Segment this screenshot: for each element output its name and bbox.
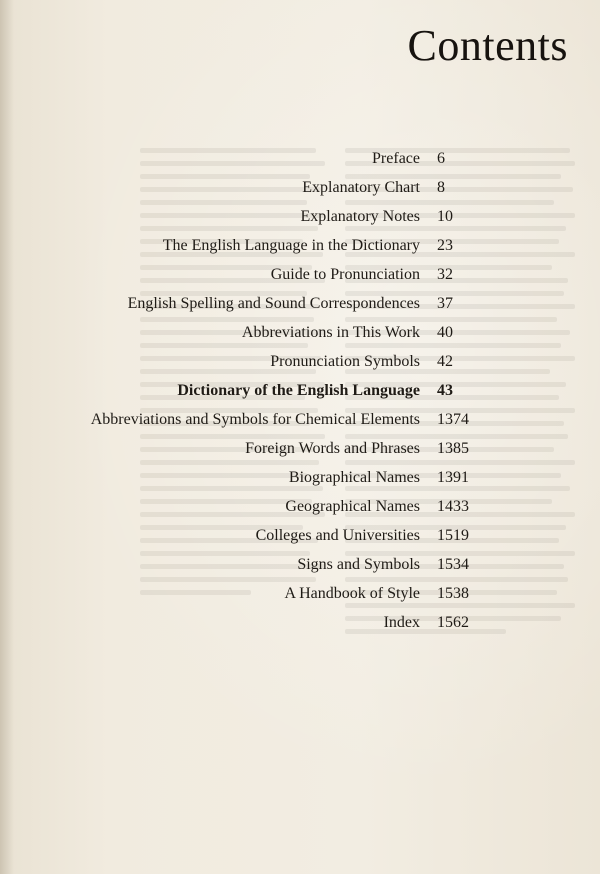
toc-entry [0,585,600,607]
toc-entry-page: 1534 [437,556,469,573]
toc-entry [0,411,600,433]
toc-entry-page: 42 [437,353,453,370]
toc-entry-label: Guide to Pronunciation [270,266,420,283]
toc-entry [0,556,600,578]
page-title: Contents [407,21,568,70]
toc-entry-page: 1374 [437,411,469,428]
toc-entry-page: 8 [437,179,445,196]
toc-entry [0,179,600,201]
toc-entry-page: 1385 [437,440,469,457]
toc-entry-page: 23 [437,237,453,254]
toc-entry [0,208,600,230]
toc-entry [0,382,600,404]
toc-entry-label: Geographical Names [285,498,420,515]
toc-entry-label: Explanatory Notes [300,208,420,225]
toc-entry-page: 37 [437,295,453,312]
toc-entry [0,469,600,491]
toc-entry [0,295,600,317]
toc-entry-label: Dictionary of the English Language [177,382,420,399]
toc-entry-label: Preface [372,150,420,167]
toc-entry-page: 6 [437,150,445,167]
toc-entry-page: 1562 [437,614,469,631]
toc-entry-page: 1538 [437,585,469,602]
toc-entry-page: 1391 [437,469,469,486]
toc-entry-label: A Handbook of Style [284,585,420,602]
toc-entry-label: Abbreviations and Symbols for Chemical Elements [90,411,420,428]
toc-entry-page: 32 [437,266,453,283]
toc-entry [0,440,600,462]
toc-entry [0,237,600,259]
toc-entry-page: 1433 [437,498,469,515]
toc-entry-page: 40 [437,324,453,341]
toc-entry-label: Pronunciation Symbols [270,353,420,370]
toc-entry-label: Foreign Words and Phrases [245,440,420,457]
toc-entry-label: Index [383,614,420,631]
toc-entry-label: Colleges and Universities [255,527,420,544]
toc-entry-label: Explanatory Chart [302,179,420,196]
toc-entry-label: Signs and Symbols [297,556,420,573]
toc-entry [0,527,600,549]
toc-entry [0,614,600,636]
toc-entry-page: 43 [437,382,453,399]
spine-shadow [0,0,14,874]
toc-entry-label: The English Language in the Dictionary [162,237,420,254]
toc-entry [0,498,600,520]
toc-entry-page: 10 [437,208,453,225]
toc-entry [0,150,600,172]
toc-entry-label: Abbreviations in This Work [241,324,420,341]
toc-entry-label: Biographical Names [288,469,420,486]
toc-entry [0,324,600,346]
toc-entry [0,353,600,375]
toc-entry-label: English Spelling and Sound Correspondences [127,295,420,312]
toc-entry [0,266,600,288]
toc-entry-page: 1519 [437,527,469,544]
